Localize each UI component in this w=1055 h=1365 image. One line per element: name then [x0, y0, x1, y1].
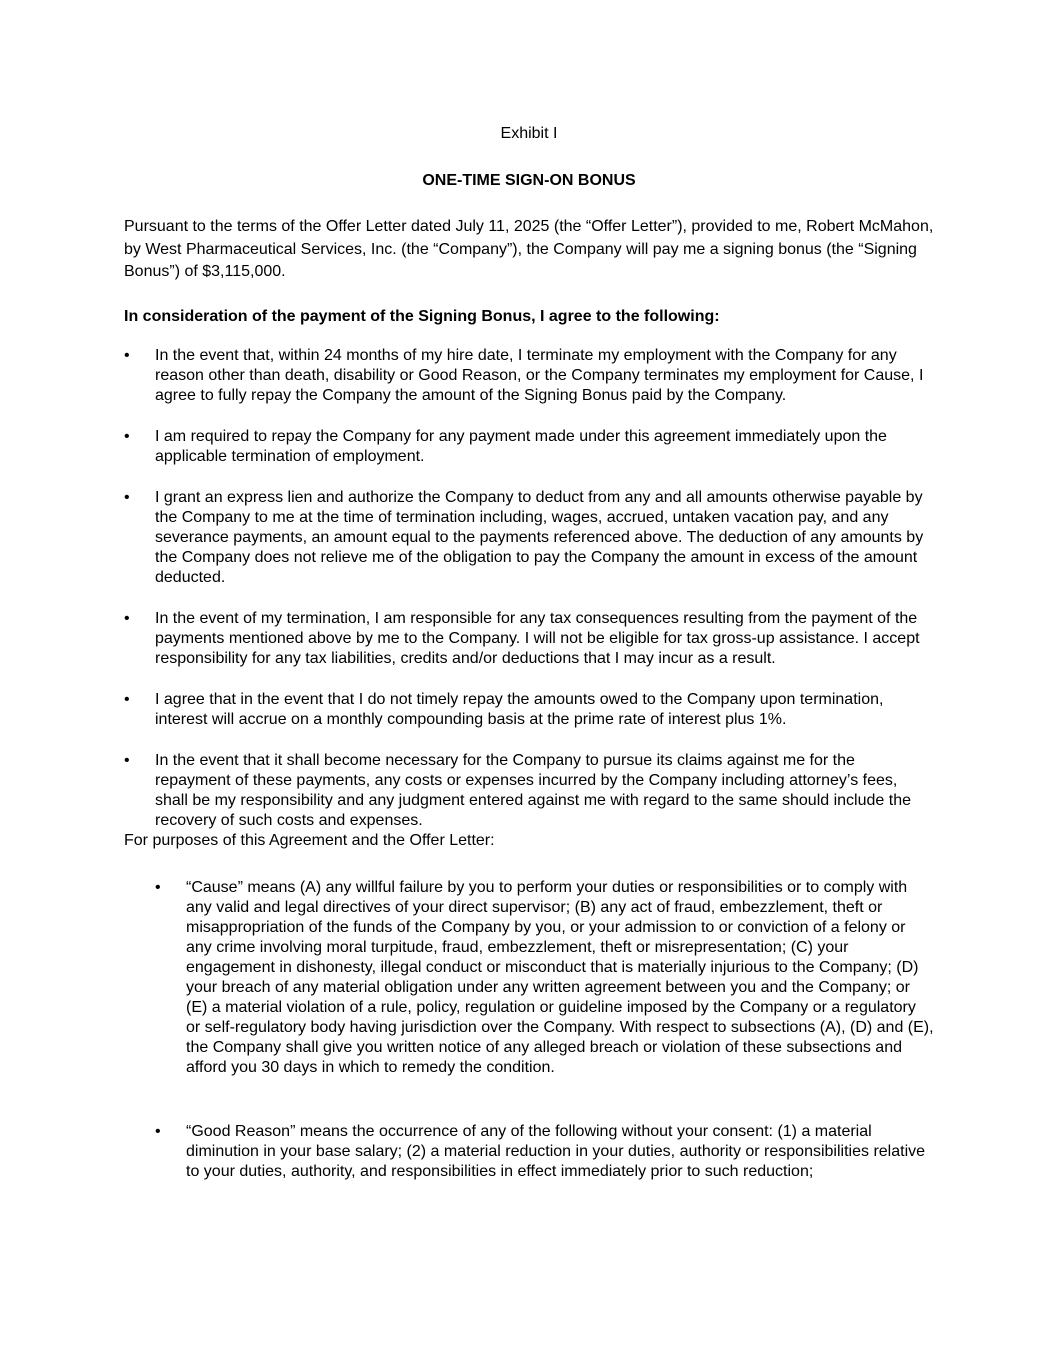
bullet-icon: • [124, 751, 130, 769]
list-item [124, 346, 934, 406]
terms-list [124, 346, 934, 831]
bullet-icon: • [124, 488, 130, 506]
bullet-icon: • [124, 427, 130, 445]
exhibit-label: Exhibit I [500, 125, 558, 142]
list-item [124, 878, 934, 1078]
term-text: In the event that it shall become necessary for the Company to pursue its claims against me for the repayment of these payments, any costs or expenses incurred by the Company including attorney’s fees, shall be my responsibility and any judgment entered against me with regard to the same should include the recovery of such costs and expenses. [155, 751, 911, 829]
list-item [124, 690, 934, 730]
definitions-list [124, 878, 934, 1182]
bullet-icon: • [124, 346, 130, 364]
list-item [124, 751, 934, 831]
definition-good-reason: “Good Reason” means the occurrence of any of the following without your consent: (1) a material diminution in your base salary; (2) a material reduction in your duties, authority or responsibilities relative to your duties, authority, and responsibilities in effect immediately prior to such reduction; [186, 1122, 926, 1180]
document-page [124, 124, 934, 1182]
bullet-icon: • [124, 690, 130, 708]
list-item [124, 488, 934, 588]
purposes-intro: For purposes of this Agreement and the Offer Letter: [124, 831, 495, 849]
definition-cause: “Cause” means (A) any willful failure by you to perform your duties or responsibilities or to comply with any valid and legal directives of your direct supervisor; (B) any act of fraud, embezzlement, theft or misappropriation of the funds of the Company by you, or your admission to or conviction of a felony or any crime involving moral turpitude, fraud, embezzlement, theft or misrepresentation; (C) your engagement in dishonesty, illegal conduct or misconduct that is materially injurious to the Company; (D) your breach of any material obligation under any written agreement between you and the Company; or (E) a material violation of a rule, policy, regulation or guideline imposed by the Company or a regulatory or self-regulatory body having jurisdiction over the Company. With respect to subsections (A), (D) and (E), the Company shall give you written notice of any alleged breach or violation of these subsections and afford you 30 days in which to remedy the condition. [186, 878, 934, 1076]
intro-paragraph: Pursuant to the terms of the Offer Letter dated July 11, 2025 (the “Offer Letter”), provided to me, Robert McMahon, by West Pharmaceutical Services, Inc. (the “Company”), the Company will pay me a signing bonus (the “Signing Bonus”) of $3,115,000. [124, 218, 934, 280]
term-text: I grant an express lien and authorize the Company to deduct from any and all amounts otherwise payable by the Company to me at the time of termination including, wages, accrued, untaken vacation pay, and any severance payments, an amount equal to the payments referenced above. The deduction of any amounts by the Company does not relieve me of the obligation to pay the Company the amount in excess of the amount deducted. [155, 488, 924, 586]
bullet-icon: • [124, 609, 130, 627]
document-title: ONE-TIME SIGN-ON BONUS [422, 172, 636, 189]
list-item [124, 427, 934, 467]
term-text: I am required to repay the Company for any payment made under this agreement immediately upon the applicable termination of employment. [155, 427, 887, 465]
term-text: In the event of my termination, I am responsible for any tax consequences resulting from the payment of the payments mentioned above by me to the Company. I will not be eligible for tax gross-up assistance. I accept responsibility for any tax liabilities, credits and/or deductions that I may incur as a result. [155, 609, 920, 667]
list-item [124, 1122, 934, 1182]
list-item [124, 609, 934, 669]
term-text: In the event that, within 24 months of my hire date, I terminate my employment with the Company for any reason other than death, disability or Good Reason, or the Company terminates my employment for Cause, I agree to fully repay the Company the amount of the Signing Bonus paid by the Company. [155, 346, 924, 404]
bullet-icon: • [155, 878, 161, 896]
consideration-heading: In consideration of the payment of the Signing Bonus, I agree to the following: [124, 307, 720, 325]
bullet-icon: • [155, 1122, 161, 1140]
term-text: I agree that in the event that I do not timely repay the amounts owed to the Company upon termination, interest will accrue on a monthly compounding basis at the prime rate of interest plus 1%. [155, 690, 884, 728]
